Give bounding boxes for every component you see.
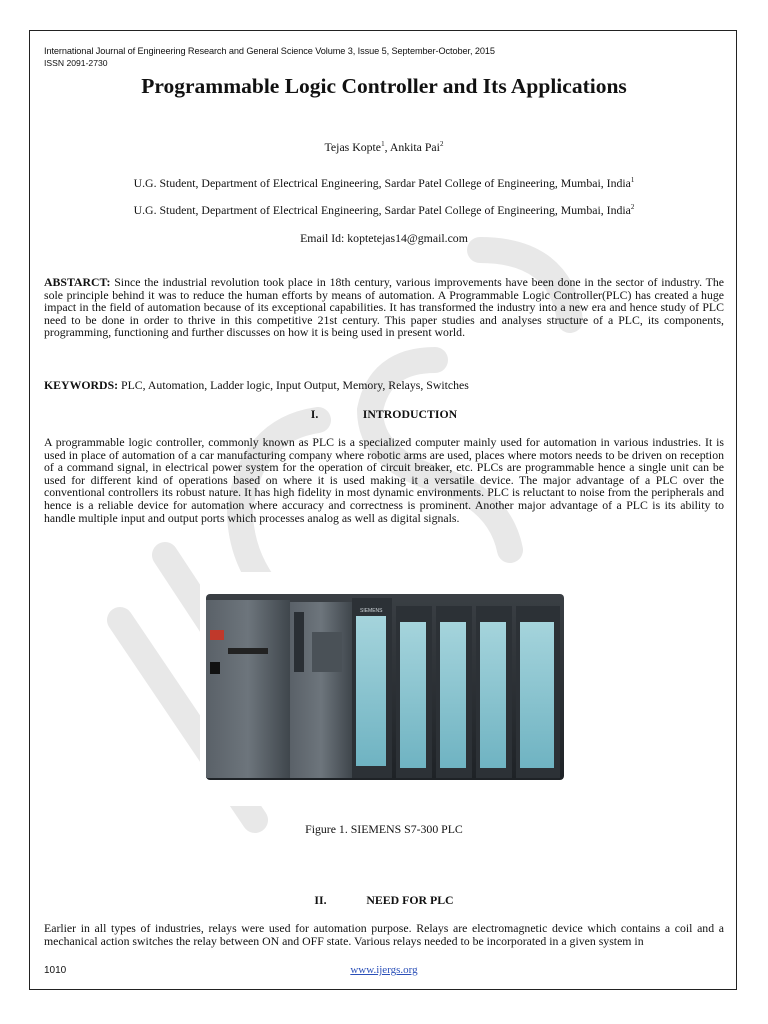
keywords-label: KEYWORDS: (44, 378, 119, 392)
section-heading-need-for-plc (40, 893, 728, 908)
abstract-label: ABSTARCT: (44, 275, 111, 289)
abstract-text: Since the industrial revolution took place in 18th century, various improvements have been done in the sector of industry. The sole principle behind it was to reduce the human efforts by means of automation. A Programmable Logic Controller(PLC) has created a huge impact in the field of automation because of its exceptional capabilities. It has transformed the industry into a new era and hence study of PLC need to be done in order to thrive in this competitive 21st century. This paper studies and analyses structure of a PLC, its components, programming, functioning and further discusses on how it is being used in present world. (44, 275, 724, 340)
affil-marker: 2 (630, 203, 635, 212)
authors-line (40, 140, 728, 155)
abstract (44, 276, 724, 339)
affiliation-1 (40, 176, 728, 191)
author-name: Tejas Kopte (324, 140, 382, 154)
section-number: II. (314, 893, 327, 907)
page-number: 1010 (44, 965, 67, 976)
affiliation-text: U.G. Student, Department of Electrical Engineering, Sardar Patel College of Engineering, Mumbai, India (133, 203, 631, 217)
journal-header: International Journal of Engineering Research and General Science Volume 3, Issue 5, September-October, 2015 (44, 46, 495, 56)
affil-marker: 1 (630, 176, 635, 185)
journal-website-link[interactable]: www.ijergs.org (350, 964, 418, 976)
section-title: INTRODUCTION (362, 407, 458, 421)
email-line: Email Id: koptetejas14@gmail.com (300, 231, 468, 245)
section-title: NEED FOR PLC (366, 893, 454, 907)
affiliation-2 (40, 203, 728, 218)
plc-figure (200, 572, 570, 806)
keywords-text: PLC, Automation, Ladder logic, Input Output, Memory, Relays, Switches (118, 378, 469, 392)
affiliation-text: U.G. Student, Department of Electrical Engineering, Sardar Patel College of Engineering, Mumbai, India (133, 176, 631, 190)
author-separator: , (384, 140, 390, 154)
author-affil-marker: 2 (439, 140, 444, 149)
section-number: I. (310, 407, 319, 421)
section-heading-introduction (40, 407, 728, 422)
introduction-paragraph: A programmable logic controller, commonly known as PLC is a specialized computer mainly used for automation in various industries. It is used in place of automation of a car manufacturing company where robotic arms are used, places where motors needs to be driven on reception of a command signal, in electrical power system for the operation of circuit breaker, etc. PLCs are programmable hence a single unit can be used for different kind of operations based on where it is used making it a versatile device. The major advantage of a PLC over the conventional controllers its robust nature. It has high fidelity in most dynamic environments. PLC is reluctant to noise from the peripherals and hence is a reliable device for automation where accuracy and correctness is prominent. Another major advantage of a PLC is its ability to handle multiple input and output ports which processes analog as well as digital signals. (44, 435, 724, 525)
paper-title: Programmable Logic Controller and Its Applications (141, 74, 627, 98)
author-affil-marker: 1 (381, 140, 385, 149)
brand-label: SIEMENS (360, 608, 383, 614)
keywords (44, 379, 724, 392)
author-name: Ankita Pai (389, 140, 440, 154)
figure-caption: Figure 1. SIEMENS S7-300 PLC (305, 822, 463, 836)
plc-image (200, 572, 570, 806)
need-for-plc-paragraph: Earlier in all types of industries, relays were used for automation purpose. Relays are electromagnetic device which contains a coil and a mechanical action switches the relay between ON and OFF state. Various relays needed to be incorporated in a given system in (44, 921, 724, 948)
issn-number: ISSN 2091-2730 (44, 58, 108, 68)
